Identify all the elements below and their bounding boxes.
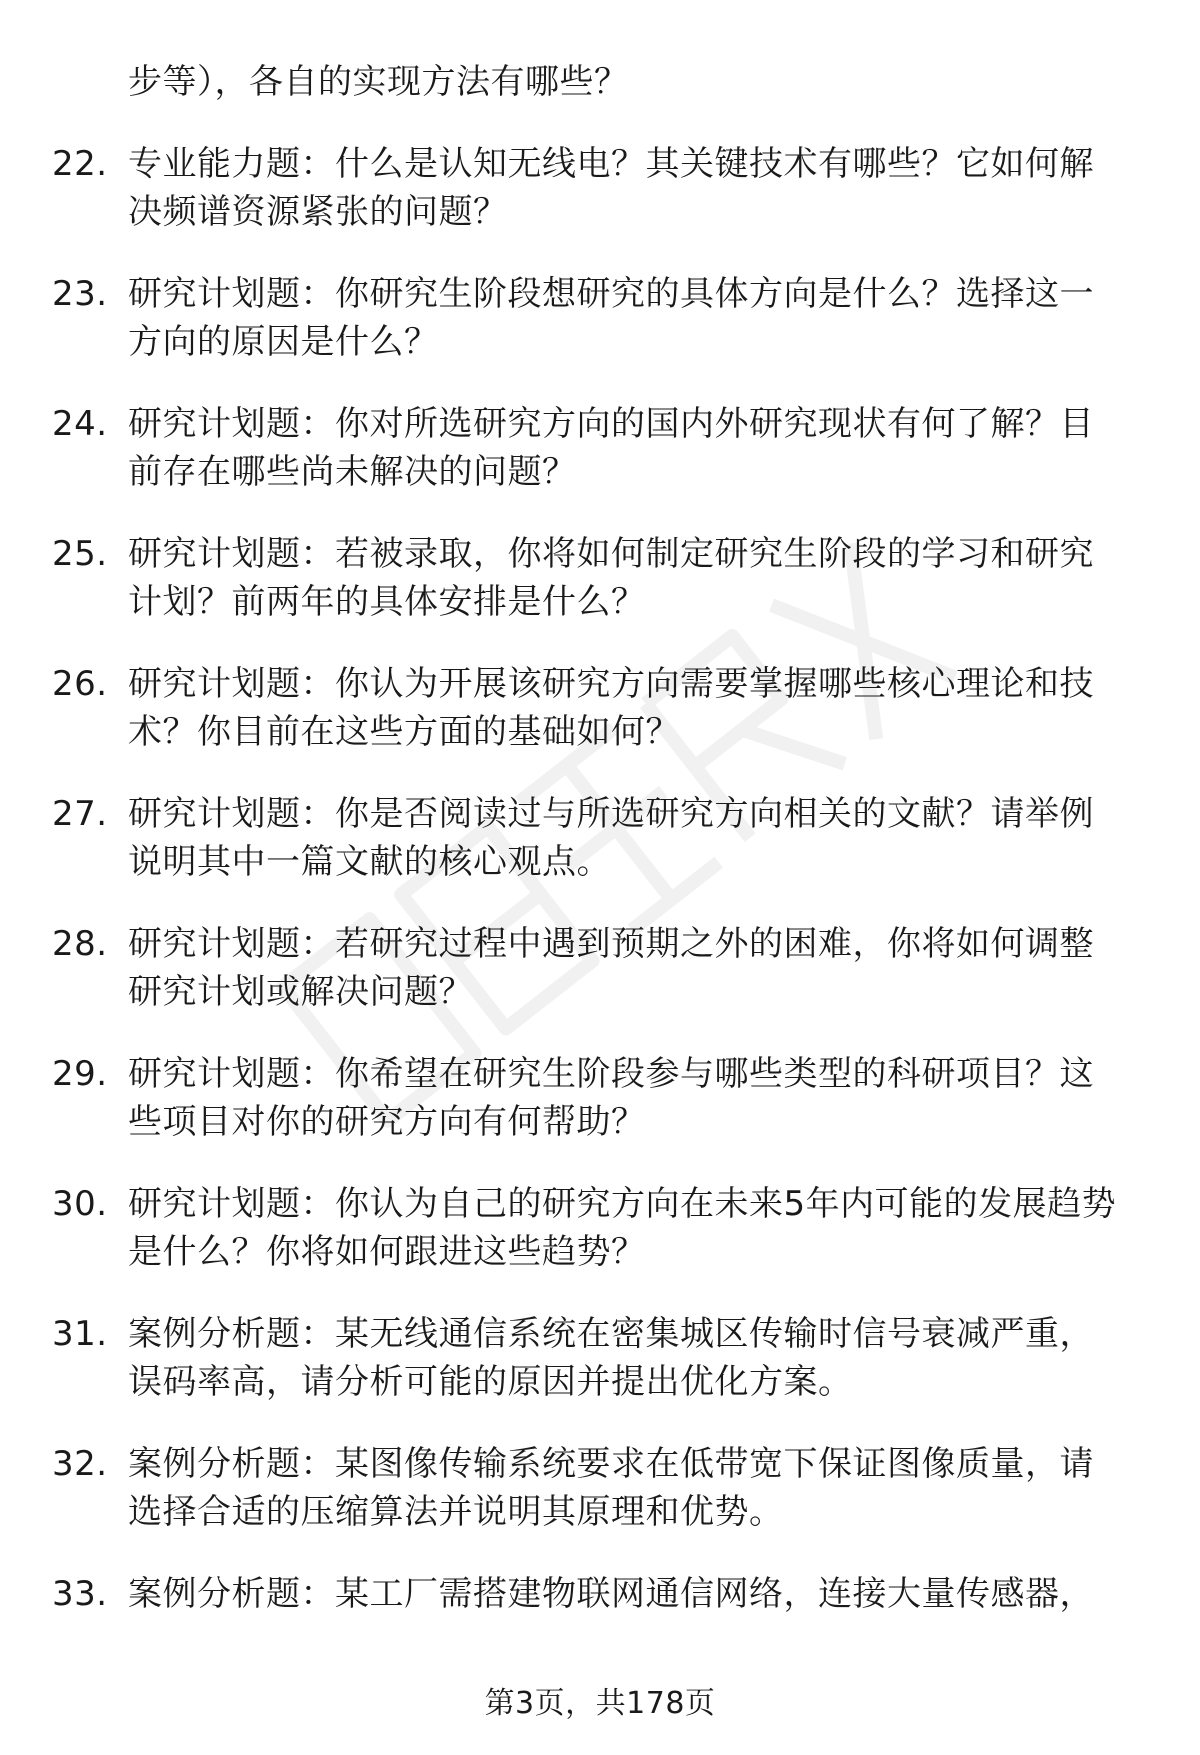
question-text-line-1: 研究计划题：若研究过程中遇到预期之外的困难，你将如何调整	[128, 924, 1094, 964]
question-number: 25.	[52, 534, 108, 574]
question-item	[0, 1570, 1200, 1700]
question-number: 28.	[52, 924, 108, 964]
question-text-line-1: 研究计划题：你对所选研究方向的国内外研究现状有何了解？目	[128, 404, 1094, 444]
question-text-line-2: 前存在哪些尚未解决的问题？	[128, 452, 577, 492]
question-text-line-1: 专业能力题：什么是认知无线电？其关键技术有哪些？它如何解	[128, 144, 1094, 184]
question-text-line-1: 案例分析题：某图像传输系统要求在低带宽下保证图像质量，请	[128, 1444, 1094, 1484]
question-item	[0, 270, 1200, 400]
question-number: 29.	[52, 1054, 108, 1094]
question-number: 24.	[52, 404, 108, 444]
question-number: 32.	[52, 1444, 108, 1484]
previous-question-continuation: 步等），各自的实现方法有哪些？	[128, 62, 629, 102]
question-text-line-2: 方向的原因是什么？	[128, 322, 439, 362]
question-item	[0, 790, 1200, 920]
question-text-line-1: 案例分析题：某工厂需搭建物联网通信网络，连接大量传感器，	[128, 1574, 1094, 1614]
question-item	[0, 1050, 1200, 1180]
question-item	[0, 530, 1200, 660]
question-text-line-2: 说明其中一篇文献的核心观点。	[128, 842, 611, 882]
question-text-line-2: 些项目对你的研究方向有何帮助？	[128, 1102, 646, 1142]
question-number: 31.	[52, 1314, 108, 1354]
question-text-line-2: 术？你目前在这些方面的基础如何？	[128, 712, 680, 752]
question-text-line-1: 研究计划题：你希望在研究生阶段参与哪些类型的科研项目？这	[128, 1054, 1094, 1094]
question-number: 27.	[52, 794, 108, 834]
question-number: 23.	[52, 274, 108, 314]
question-text-line-2: 选择合适的压缩算法并说明其原理和优势。	[128, 1492, 784, 1532]
question-item	[0, 400, 1200, 530]
question-text-line-1: 研究计划题：你研究生阶段想研究的具体方向是什么？选择这一	[128, 274, 1094, 314]
question-text-line-2: 决频谱资源紧张的问题？	[128, 192, 508, 232]
question-number: 33.	[52, 1574, 108, 1614]
question-number: 30.	[52, 1184, 108, 1224]
question-text-line-2: 误码率高，请分析可能的原因并提出优化方案。	[128, 1362, 853, 1402]
question-item	[0, 920, 1200, 1050]
question-text-line-1: 案例分析题：某无线通信系统在密集城区传输时信号衰减严重，	[128, 1314, 1094, 1354]
question-item	[0, 1310, 1200, 1440]
question-text-line-1: 研究计划题：你认为开展该研究方向需要掌握哪些核心理论和技	[128, 664, 1094, 704]
question-number: 22.	[52, 144, 108, 184]
question-list	[0, 140, 1200, 1700]
question-number: 26.	[52, 664, 108, 704]
question-item	[0, 1440, 1200, 1570]
question-item	[0, 1180, 1200, 1310]
page-indicator: 第3页，共178页	[484, 1686, 716, 1721]
question-item	[0, 660, 1200, 790]
question-text-line-2: 是什么？你将如何跟进这些趋势？	[128, 1232, 646, 1272]
question-text-line-1: 研究计划题：你认为自己的研究方向在未来5年内可能的发展趋势	[128, 1184, 1117, 1224]
question-text-line-2: 研究计划或解决问题？	[128, 972, 473, 1012]
question-item	[0, 140, 1200, 270]
question-text-line-1: 研究计划题：若被录取，你将如何制定研究生阶段的学习和研究	[128, 534, 1094, 574]
question-text-line-1: 研究计划题：你是否阅读过与所选研究方向相关的文献？请举例	[128, 794, 1094, 834]
question-text-line-2: 计划？前两年的具体安排是什么？	[128, 582, 646, 622]
